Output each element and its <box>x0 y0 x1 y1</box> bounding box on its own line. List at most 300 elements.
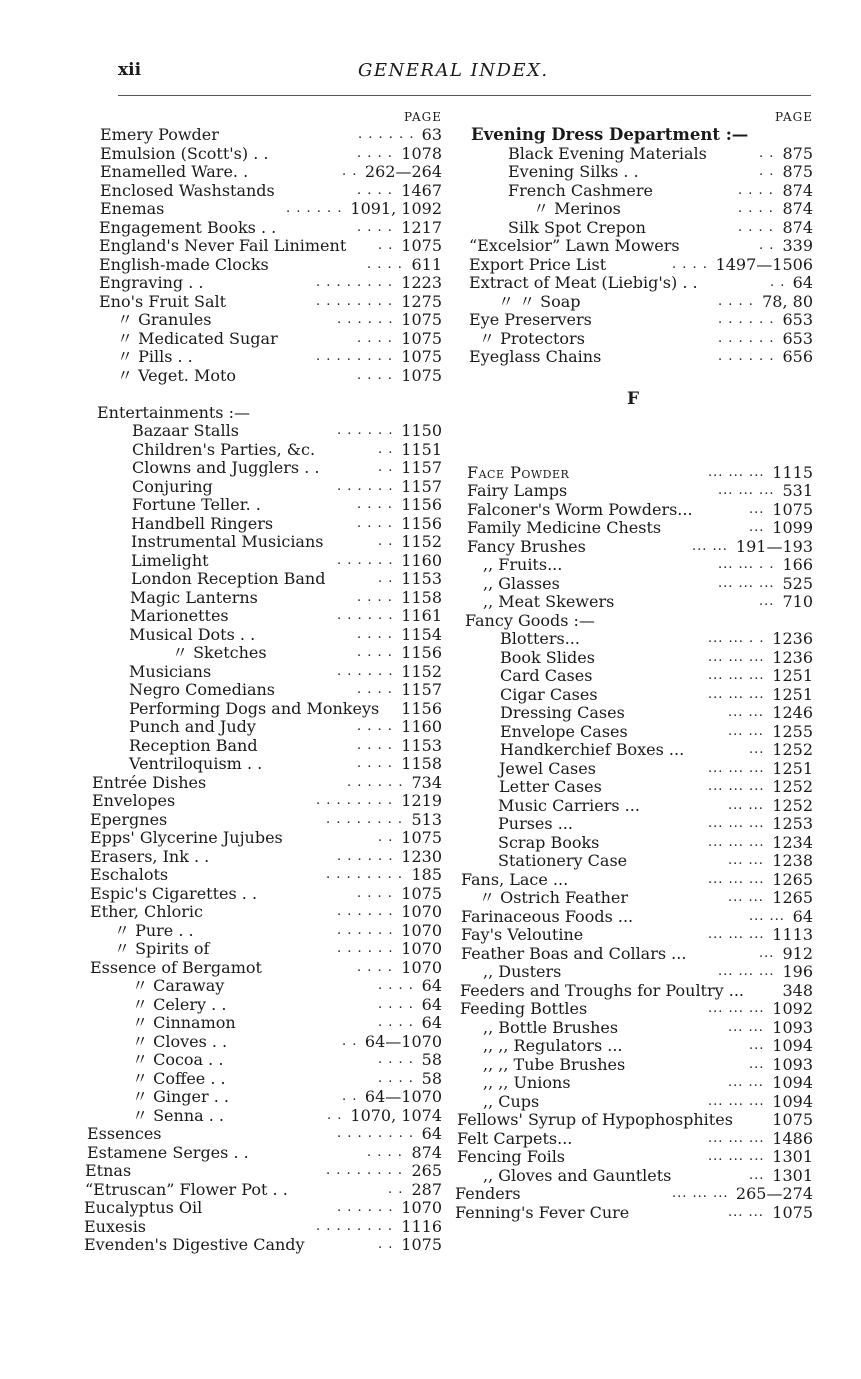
entry-page-number: 339 <box>782 236 813 255</box>
entry-leader-dots: ... ... <box>728 723 764 739</box>
entry-label: 〃 Granules <box>117 310 212 329</box>
index-entry <box>82 607 442 626</box>
entry-leader-dots: . . <box>378 534 394 549</box>
index-entry <box>453 519 813 538</box>
index-entry <box>82 866 442 885</box>
entry-page-number: 58 <box>421 1068 442 1088</box>
entry-label: Eyeglass Chains <box>469 347 602 366</box>
entry-leader-dots: . . . . . . <box>718 312 775 327</box>
entry-label: Felt Carpets... <box>457 1128 573 1148</box>
index-entry <box>453 311 813 330</box>
entry-leader-dots: . . . . <box>738 201 774 216</box>
entry-leader-dots: . . . . <box>378 1070 414 1086</box>
entry-leader-dots: . . <box>342 1033 358 1049</box>
entry-page-number: 1075 <box>401 328 442 348</box>
entry-page-number: 1251 <box>772 684 813 704</box>
index-entry <box>82 1144 442 1163</box>
entry-label: Fellows' Syrup of Hypophosphites <box>457 1110 733 1129</box>
entry-leader-dots: ... ... . . <box>708 631 765 646</box>
index-entry <box>453 1037 813 1056</box>
entry-leader-dots: . . . . <box>367 256 403 272</box>
entry-label: Fans, Lace ... <box>461 869 569 889</box>
entry-leader-dots: . . . . . . . . <box>326 1163 403 1178</box>
entry-label: Performing Dogs and Monkeys <box>129 698 380 718</box>
entry-label: Cigar Cases <box>500 684 598 704</box>
index-entry <box>82 589 442 608</box>
entry-page-number: 1265 <box>772 869 813 889</box>
entry-leader-dots: . . <box>378 460 394 475</box>
entry-page-number: 1075 <box>401 1235 442 1254</box>
entry-leader-dots: . . . . . . . . <box>316 275 393 290</box>
entry-leader-dots: ... ... ... <box>708 816 765 831</box>
entry-leader-dots: ... ... ... <box>708 871 765 887</box>
entry-label: Eno's Fruit Salt <box>99 291 227 311</box>
entry-leader-dots: . . . . <box>357 756 393 771</box>
index-entry <box>82 940 442 959</box>
entry-page-number: 1075 <box>401 310 442 329</box>
entry-page-number: 912 <box>782 943 813 963</box>
index-entry <box>82 737 442 756</box>
entry-label: 〃 Cocoa . . <box>132 1050 224 1069</box>
entry-label: 〃 Celery . . <box>132 994 227 1014</box>
entry-page-number: 166 <box>782 555 813 574</box>
index-entry <box>453 1185 813 1204</box>
entry-label: Fenning's Fever Cure <box>455 1202 630 1222</box>
entry-leader-dots: . . . . <box>357 515 393 531</box>
entry-label: ,, Dusters <box>483 962 562 981</box>
entry-label: Enclosed Washstands <box>100 180 275 200</box>
page-number: xii <box>118 60 142 80</box>
index-entry <box>82 533 442 552</box>
entry-label: 〃 Spirits of <box>114 939 210 958</box>
entry-leader-dots: ... ... ... <box>708 834 765 850</box>
entry-page-number: 1217 <box>401 217 442 237</box>
entry-label: Fay's Veloutine <box>461 925 584 944</box>
entry-label: Extract of Meat (Liebig's) . . <box>469 273 698 292</box>
entry-page-number: 1075 <box>401 883 442 903</box>
entry-leader-dots: ... ... <box>728 705 764 720</box>
entry-label: 〃 Veget. Moto <box>117 365 237 385</box>
entry-page-number: 1161 <box>401 606 442 625</box>
index-entry <box>82 478 442 497</box>
entry-label: Feeding Bottles <box>460 999 588 1018</box>
index-entry <box>453 1167 813 1186</box>
entry-label: Handkerchief Boxes ... <box>500 740 685 759</box>
entry-leader-dots: ... ... ... <box>708 779 765 794</box>
index-entry <box>453 593 813 612</box>
index-entry <box>82 1051 442 1070</box>
entry-label: Essence of Bergamot <box>90 957 262 977</box>
entry-leader-dots: . . . . . . <box>718 349 775 364</box>
entry-label: Evening Dress Department :— <box>471 125 749 144</box>
index-entry <box>82 755 442 774</box>
entry-page-number: 1094 <box>772 1091 813 1111</box>
entry-label: Fairy Lamps <box>467 481 568 500</box>
index-entry <box>453 1148 813 1167</box>
entry-leader-dots: . . . . . . <box>337 848 394 864</box>
entry-page-number: 1251 <box>772 758 813 778</box>
entry-label: Etnas <box>85 1161 132 1180</box>
entry-leader-dots: ... <box>749 1038 765 1053</box>
entry-leader-dots: . . <box>342 1089 358 1104</box>
entry-page-number: 1157 <box>401 680 442 699</box>
entry-leader-dots: . . . . . . . . <box>316 1218 393 1234</box>
entry-label: ,, Gloves and Gauntlets <box>483 1165 672 1185</box>
index-entry <box>453 649 813 668</box>
index-entry <box>453 815 813 834</box>
entry-label: Eucalyptus Oil <box>84 1198 203 1217</box>
entry-leader-dots: . . . . . . <box>347 774 404 790</box>
entry-label: English-made Clocks <box>99 254 269 274</box>
entry-label: Erasers, Ink . . <box>90 846 210 866</box>
index-entry <box>82 1033 442 1052</box>
entry-label: Instrumental Musicians <box>131 532 324 551</box>
entry-label: Musical Dots . . <box>129 624 256 644</box>
entry-leader-dots: ... ... ... <box>672 1186 729 1201</box>
index-entry <box>82 1181 442 1200</box>
entry-page-number: 1070, 1074 <box>350 1105 442 1125</box>
index-entry <box>453 538 813 557</box>
entry-label: Fortune Teller. . <box>132 495 261 514</box>
entry-label: Feather Boas and Collars ... <box>461 943 687 963</box>
entry-leader-dots: ... ... ... <box>708 668 765 683</box>
entry-label: ,, ,, Regulators ... <box>483 1036 623 1055</box>
entry-leader-dots: ... ... <box>728 1204 764 1220</box>
entry-leader-dots: . . . . <box>357 737 393 753</box>
entry-leader-dots: . . . . <box>357 885 393 901</box>
entry-label: Engagement Books . . <box>99 217 277 237</box>
entry-label: Family Medicine Chests <box>467 518 662 537</box>
entry-label: Clowns and Jugglers . . <box>132 458 320 477</box>
entry-leader-dots: . . . . . . <box>358 127 415 142</box>
entry-page-number: 1156 <box>401 513 442 533</box>
entry-page-number: 1252 <box>772 795 813 815</box>
index-entry <box>82 441 442 460</box>
entry-leader-dots: . . . . <box>357 719 393 734</box>
index-entry <box>453 163 813 182</box>
entry-leader-dots: . . . . <box>357 959 393 975</box>
entry-label: Euxesis <box>84 1216 147 1236</box>
entry-page-number: 1070 <box>401 957 442 977</box>
entry-label: 〃 Caraway <box>132 976 225 995</box>
entry-page-number: 1152 <box>401 661 442 681</box>
entry-leader-dots: ... <box>749 520 765 535</box>
entry-page-number: 531 <box>782 481 813 500</box>
entry-leader-dots: . . . . <box>378 1015 414 1030</box>
index-entry <box>82 829 442 848</box>
entry-page-number: 1246 <box>772 703 813 722</box>
entry-label: Falconer's Worm Powders... <box>467 499 693 519</box>
entry-page-number: 1156 <box>401 643 442 662</box>
entry-page-number: 1094 <box>772 1073 813 1092</box>
entry-leader-dots: . . . . . . <box>337 922 394 938</box>
entry-page-number: 1275 <box>401 291 442 311</box>
entry-page-number: 64—1070 <box>364 1087 442 1106</box>
entry-label: 〃 Sketches <box>172 643 267 662</box>
entry-leader-dots: . . <box>759 164 775 179</box>
entry-label: Music Carriers ... <box>498 795 640 815</box>
entry-label: Conjuring <box>132 476 213 496</box>
section-letter: F <box>626 389 640 409</box>
entry-spacer <box>82 385 442 404</box>
entry-page-number: 875 <box>782 143 813 163</box>
entry-label: ,, Glasses <box>483 573 560 593</box>
entry-page-number: 734 <box>411 772 442 792</box>
entry-label: ,, Fruits... <box>483 555 563 574</box>
index-entry <box>453 482 813 501</box>
entry-label: Estamene Serges . . <box>87 1142 249 1162</box>
entry-page-number: 1093 <box>772 1017 813 1037</box>
entry-leader-dots: . . <box>378 1237 394 1252</box>
entry-page-number: 1301 <box>772 1147 813 1166</box>
entry-leader-dots: . . . . <box>357 367 393 383</box>
entry-leader-dots: . . . . . . . . <box>326 811 403 827</box>
entry-label: Punch and Judy <box>129 717 256 736</box>
entry-leader-dots: ... ... ... <box>708 1130 765 1146</box>
entry-leader-dots: ... ... <box>749 908 785 924</box>
entry-label: Fencing Foils <box>457 1147 566 1166</box>
entry-page-number: 1230 <box>401 846 442 866</box>
entry-page-number: 1116 <box>401 1216 442 1236</box>
entry-label: Dressing Cases <box>500 703 625 722</box>
entry-page-number: 64 <box>421 1124 442 1143</box>
index-entry <box>453 982 813 1001</box>
entry-page-number: 64 <box>792 906 813 926</box>
index-entry <box>82 367 442 386</box>
entry-page-number: 874 <box>782 199 813 218</box>
index-entry <box>82 626 442 645</box>
entry-page-number: 78, 80 <box>762 291 813 311</box>
index-entry <box>82 348 442 367</box>
entry-page-number: 64 <box>421 976 442 995</box>
entry-page-number: 265—274 <box>735 1184 813 1203</box>
index-entry <box>82 163 442 182</box>
index-entry <box>82 293 442 312</box>
entry-leader-dots: ... ... ... <box>708 649 765 665</box>
entry-page-number: 1091, 1092 <box>350 199 442 218</box>
entry-label: Purses ... <box>498 814 573 833</box>
entry-label: Silk Spot Crepon <box>508 217 646 237</box>
index-entry <box>453 182 813 201</box>
entry-label: Book Slides <box>500 647 595 667</box>
entry-page-number: 1156 <box>401 698 442 718</box>
entry-page-number: 1238 <box>772 851 813 870</box>
entry-leader-dots: ... ... . . <box>718 557 775 572</box>
entry-leader-dots: . . <box>759 145 775 161</box>
entry-label: 〃 Ginger . . <box>132 1087 229 1106</box>
entry-label: Export Price List <box>469 254 607 274</box>
entry-leader-dots: . . . . . . <box>337 608 394 623</box>
entry-page-number: 1236 <box>772 629 813 648</box>
index-entry <box>82 126 442 145</box>
index-entry <box>82 644 442 663</box>
entry-page-number: 1153 <box>401 569 442 588</box>
entry-page-number: 64 <box>421 1013 442 1032</box>
entry-leader-dots: . . . . . . <box>337 478 394 494</box>
entry-leader-dots: . . <box>378 441 394 457</box>
entry-spacer <box>453 367 813 386</box>
entry-label: ,, Meat Skewers <box>483 592 615 611</box>
entry-page-number: 1236 <box>772 647 813 667</box>
index-entry <box>82 311 442 330</box>
index-entry <box>453 1019 813 1038</box>
entry-page-number: 874 <box>411 1142 442 1162</box>
entry-leader-dots: . . . . . . . . <box>326 867 403 882</box>
entry-page-number: 64—1070 <box>364 1031 442 1051</box>
entry-page-number: 1113 <box>772 925 813 944</box>
entry-label: ,, Cups <box>483 1091 540 1111</box>
index-entry <box>453 501 813 520</box>
entry-leader-dots: . . . . . . <box>337 941 394 956</box>
entry-leader-dots: ... <box>759 945 775 961</box>
index-entry <box>453 630 813 649</box>
entry-page-number: 64 <box>792 273 813 292</box>
entry-leader-dots: . . . . <box>378 996 414 1012</box>
entry-label: 〃 Pure . . <box>114 920 194 940</box>
entry-label: Emulsion (Scott's) . . <box>100 143 269 163</box>
index-entry <box>453 1056 813 1075</box>
entry-page-number: 525 <box>782 573 813 593</box>
index-entry <box>82 1125 442 1144</box>
index-entry <box>453 723 813 742</box>
entry-label: 〃 Pills . . <box>117 347 193 366</box>
entry-page-number: 1252 <box>772 740 813 759</box>
entry-page-number: 1157 <box>401 476 442 496</box>
index-entry <box>453 237 813 256</box>
entry-leader-dots: . . . . . . . . <box>337 1126 414 1141</box>
entry-list-right <box>453 126 813 1222</box>
entry-page-number: 874 <box>782 180 813 200</box>
entry-leader-dots: ... <box>749 501 765 517</box>
index-entry <box>453 200 813 219</box>
index-entry <box>453 908 813 927</box>
entry-leader-dots: ... ... ... <box>708 1093 765 1109</box>
entry-page-number: 1497—1506 <box>715 254 813 274</box>
entry-page-number: 1154 <box>401 624 442 644</box>
entry-label: Essences <box>87 1124 162 1143</box>
index-entry <box>453 1204 813 1223</box>
entry-leader-dots: . . <box>388 1181 404 1197</box>
entry-leader-dots: . . . . . . . . <box>316 793 393 808</box>
entry-leader-dots: . . . . <box>357 330 393 346</box>
entry-label: Enamelled Ware. . <box>100 162 249 181</box>
entry-page-number: 185 <box>411 865 442 884</box>
entry-leader-dots: . . . . <box>357 182 393 198</box>
entry-label: Entertainments :— <box>97 402 250 422</box>
index-entry <box>453 945 813 964</box>
entry-page-number: 1252 <box>772 777 813 796</box>
entry-leader-dots: . . . . <box>357 589 393 605</box>
entry-label: 〃 〃 Soap <box>498 291 581 311</box>
entry-label: 〃 Protectors <box>479 328 585 348</box>
entry-leader-dots: . . <box>770 275 786 290</box>
index-entry <box>453 256 813 275</box>
entry-spacer <box>453 445 813 464</box>
entry-page-number: 1099 <box>772 518 813 537</box>
index-entry <box>453 330 813 349</box>
index-entry <box>82 404 442 423</box>
index-entry <box>82 1014 442 1033</box>
entry-page-number: 653 <box>782 328 813 348</box>
entry-label: Jewel Cases <box>499 758 596 778</box>
index-entry <box>82 903 442 922</box>
entry-leader-dots: . . . . . . <box>718 330 775 346</box>
entry-leader-dots: ... ... ... <box>708 760 765 776</box>
entry-label: Ventriloquism . . <box>129 754 263 773</box>
entry-page-number: 63 <box>421 125 442 144</box>
index-entry <box>82 459 442 478</box>
entry-leader-dots: . . . . . . <box>337 904 394 919</box>
index-entry <box>82 1107 442 1126</box>
running-title: GENERAL INDEX. <box>358 60 549 81</box>
entry-leader-dots: . . . . <box>357 497 393 512</box>
index-entry <box>82 885 442 904</box>
index-entry <box>82 1199 442 1218</box>
entry-label: Entrée Dishes <box>92 772 207 792</box>
entry-page-number: 1070 <box>401 920 442 940</box>
entry-label: Epergnes <box>90 809 168 829</box>
index-entry <box>453 741 813 760</box>
entry-leader-dots: ... ... ... <box>718 964 775 979</box>
entry-label: Children's Parties, &c. <box>132 439 316 459</box>
entry-label: Fancy Goods :— <box>465 610 595 630</box>
index-entry <box>453 889 813 908</box>
entry-page-number: 1070 <box>401 939 442 958</box>
entry-label: Negro Comedians <box>129 680 276 699</box>
entry-leader-dots: . . . . . . . . <box>316 349 393 364</box>
entry-page-number: 1255 <box>772 721 813 741</box>
entry-leader-dots: . . . . . . <box>286 201 343 216</box>
entry-page-number: 710 <box>782 592 813 611</box>
index-entry <box>82 552 442 571</box>
index-entry <box>82 1218 442 1237</box>
entry-page-number: 1467 <box>401 180 442 200</box>
entry-leader-dots: . . <box>342 164 358 179</box>
index-entry <box>82 977 442 996</box>
entry-page-number: 1234 <box>772 832 813 852</box>
entry-leader-dots: . . <box>378 238 394 253</box>
entry-page-number: 1486 <box>772 1128 813 1148</box>
index-column-left <box>82 108 442 1255</box>
entry-label: Envelope Cases <box>500 721 628 741</box>
entry-leader-dots: . . . . <box>367 1144 403 1160</box>
entry-label: Feeders and Troughs for Poultry ... <box>460 980 745 1000</box>
entry-page-number: 1160 <box>401 717 442 736</box>
entry-label: England's Never Fail Liniment <box>99 236 347 255</box>
index-entry <box>453 667 813 686</box>
entry-leader-dots: . . . . <box>672 256 708 272</box>
index-entry <box>82 570 442 589</box>
entry-page-number: 1094 <box>772 1036 813 1055</box>
index-entry <box>82 1236 442 1255</box>
index-entry <box>82 700 442 719</box>
index-entry <box>453 293 813 312</box>
index-entry <box>453 1000 813 1019</box>
index-entry <box>453 145 813 164</box>
entry-label: Scrap Books <box>498 832 600 852</box>
entry-label: Stationery Case <box>498 851 628 870</box>
entry-leader-dots: . . . . <box>718 293 754 309</box>
index-entry <box>82 922 442 941</box>
entry-page-number: 1075 <box>772 1202 813 1222</box>
entry-label: Blotters... <box>500 629 580 648</box>
index-entry <box>453 1130 813 1149</box>
entry-page-number: 265 <box>411 1161 442 1180</box>
entry-label: ,, ,, Unions <box>483 1073 571 1092</box>
entry-leader-dots: . . . . <box>357 145 393 161</box>
index-entry <box>82 182 442 201</box>
entry-leader-dots: . . . . <box>357 645 393 660</box>
